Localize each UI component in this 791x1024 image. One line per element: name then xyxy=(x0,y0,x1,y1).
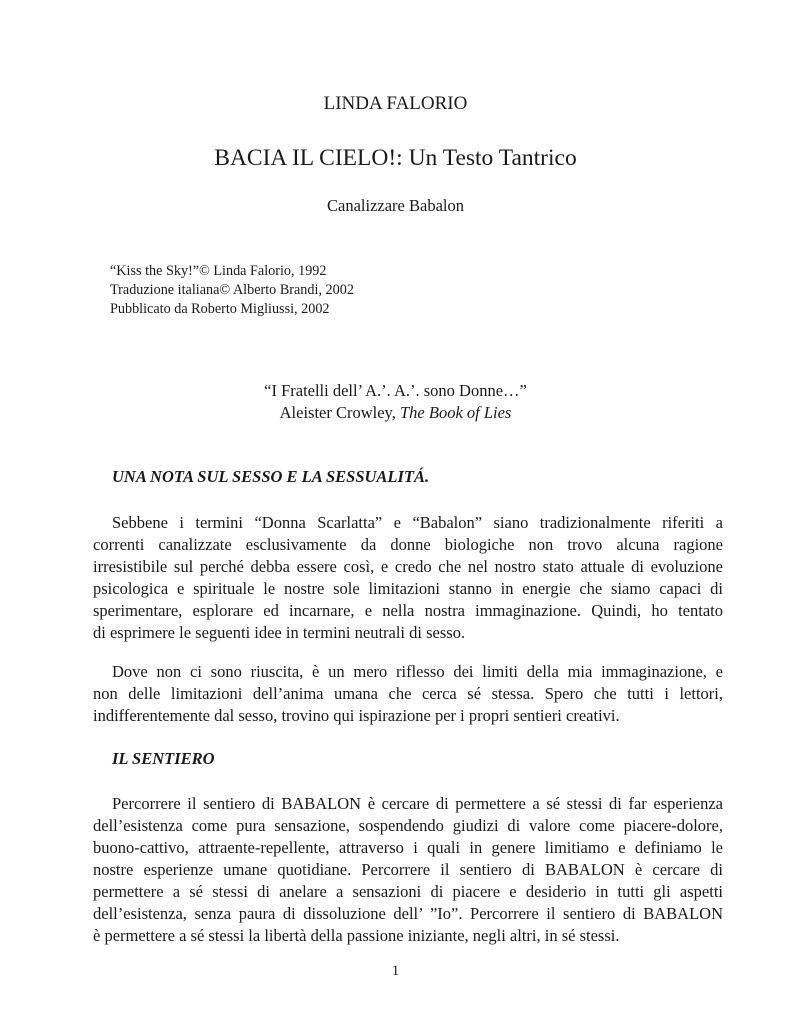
epigraph xyxy=(0,380,791,424)
credit-line: Traduzione italiana© Alberto Brandi, 2002 xyxy=(110,282,354,298)
epigraph-book-title: The Book of Lies xyxy=(399,403,512,422)
paragraph-line: buono-cattivo, attraente-repellente, attraverso i quali in genere limitiamo e definiamo le xyxy=(93,838,723,857)
paragraph-line: non delle limitazioni dell’anima umana che cerca sé stessa. Spero che tutti i lettori, xyxy=(93,684,723,703)
paragraph-line: permettere a sé stessi di anelare a sensazioni di piacere e desiderio in tutti gli aspetti xyxy=(93,882,723,901)
document-subtitle: Canalizzare Babalon xyxy=(327,196,464,215)
document-title: BACIA IL CIELO!: Un Testo Tantrico xyxy=(214,145,577,171)
credit-line: “Kiss the Sky!”© Linda Falorio, 1992 xyxy=(110,263,327,279)
epigraph-attribution xyxy=(0,402,791,424)
paragraph-line: Sebbene i termini “Donna Scarlatta” e “Babalon” siano tradizionalmente riferiti a xyxy=(112,513,723,532)
paragraph-line: correnti canalizzate esclusivamente da donne biologiche non trovo alcuna ragione xyxy=(93,535,723,554)
paragraph-line: psicologica e spirituale le nostre sole limitazioni stanno in energie che siamo capaci di xyxy=(93,579,723,598)
author-name: LINDA FALORIO xyxy=(323,93,468,114)
page-number: 1 xyxy=(391,963,400,979)
paragraph-line: Percorrere il sentiero di BABALON è cercare di permettere a sé stessi di far esperienza xyxy=(112,794,723,813)
epigraph-quote: “I Fratelli dell’ A.’. A.’. sono Donne…” xyxy=(264,381,527,400)
credit-line: Pubblicato da Roberto Migliussi, 2002 xyxy=(110,301,330,317)
paragraph-line: nostre esperienze umane quotidiane. Percorrere il sentiero di BABALON è cercare di xyxy=(93,860,723,879)
paragraph-line: di esprimere le seguenti idee in termini neutrali di sesso. xyxy=(93,623,466,642)
body-paragraph xyxy=(93,512,723,644)
paragraph-line: dell’esistenza, senza paura di dissoluzione dell’ ”Io”. Percorrere il sentiero di BABALON xyxy=(93,904,723,923)
section-heading: IL SENTIERO xyxy=(112,749,215,768)
paragraph-line: sperimentare, esplorare ed incarnare, e nella nostra immaginazione. Quindi, ho tentato xyxy=(93,601,723,620)
paragraph-line: irresistibile sul perché debba essere così, e credo che nel nostro stato attuale di evoluzione xyxy=(93,557,723,576)
copyright-credits xyxy=(110,262,354,319)
paragraph-line: indifferentemente dal sesso, trovino qui ispirazione per i propri sentieri creativi. xyxy=(93,706,620,725)
paragraph-line: Dove non ci sono riuscita, è un mero riflesso dei limiti della mia immaginazione, e xyxy=(112,662,723,681)
epigraph-author: Aleister Crowley, xyxy=(279,403,400,422)
paragraph-line: è permettere a sé stessi la libertà della passione iniziante, negli altri, in sé stessi. xyxy=(93,926,620,945)
paragraph-line: dell’esistenza come pura sensazione, sospendendo giudizi di valore come piacere-dolore, xyxy=(93,816,723,835)
section-heading: UNA NOTA SUL SESSO E LA SESSUALITÁ. xyxy=(112,467,430,486)
body-paragraph xyxy=(93,661,723,727)
body-paragraph xyxy=(93,793,723,947)
